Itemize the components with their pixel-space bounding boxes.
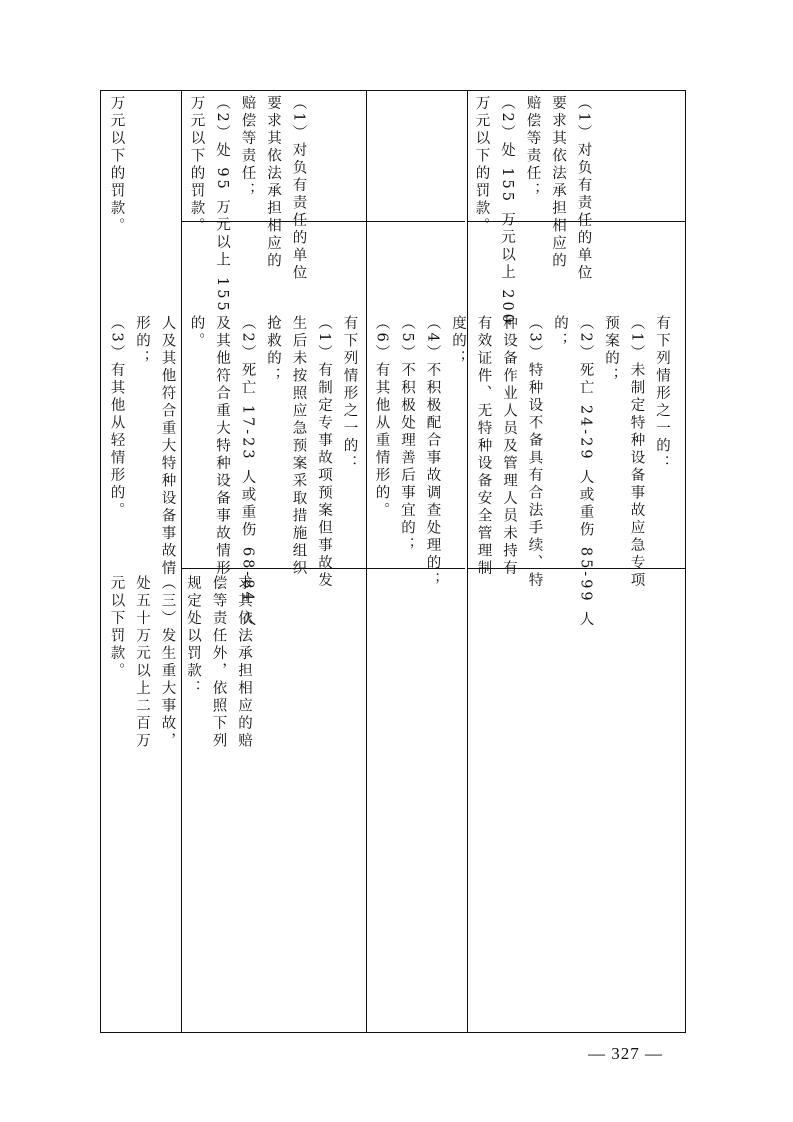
col-a-line: （三）发生重大事故， [159,575,176,750]
cell-2-result-line: 赔偿等责任； [239,95,256,200]
cell-1-text [103,315,180,578]
col-a-text [103,575,256,1045]
cell-2-result-line: （1）对负有责任的单位 [290,95,307,283]
cell-2-line: 的。 [188,315,205,350]
cell-3-line: （3）特种设不备具有合法手续、特 [526,315,543,590]
col-a-line: 规定处以罚款： [185,575,201,698]
cell-2-text [183,315,362,629]
cell-1-line: 形的； [134,315,150,368]
cell-3-result-line: （1）对负有责任的单位 [575,95,592,283]
cell-2-line: 有下列情形之一的： [341,315,358,473]
cell-1-result-line: 万元以下的罚款。 [108,95,125,235]
cell-2-result-line: 万元以下的罚款。 [188,95,205,235]
cell-3-line: 有下列情形之一的： [654,315,670,473]
cell-2-line: 生后未按照应急预案采取措施组织 [290,315,307,578]
column-divider [366,91,367,1032]
cell-3-result-line: 要求其依法承担相应的 [550,95,566,270]
cell-1-line: （3）有其他从轻情形的。 [108,315,125,520]
cell-3-line: 的； [552,315,568,350]
cell-3-line: （6）有其他从重情形的。 [373,315,390,520]
cell-2-result [183,95,311,314]
col-a-line: 处五十万元以上二百万 [134,575,150,750]
cell-3-result-line: 赔偿等责任； [524,95,541,200]
cell-2-line: 抢救的； [265,315,281,385]
cell-3-text [368,315,674,629]
col-a-line: 元以下罚款。 [108,575,125,680]
cell-2-line: （1）有制定专事故项预案但事故发 [316,315,332,590]
cell-3-line: 种设备作业人员及管理人员未持有 [501,315,517,578]
cell-2-result-line: （2）处 95 万元以上 155 [214,95,230,314]
cell-3-result-line: 万元以下的罚款。 [473,95,490,235]
col-a-line: 偿等责任外，依照下列 [210,575,227,750]
cell-1-result [103,95,129,305]
cell-3-line: 度的； [450,315,466,368]
cell-2-result-line: 要求其依法承担相应的 [265,95,281,270]
cell-3-line: （2）死亡 24-29 人或重伤 85-99 人 [577,315,594,629]
cell-3-line: 有效证件、无特种设备安全管理制 [475,315,492,578]
col-a-line: 求其依法承担相应的赔 [236,575,252,750]
cell-3-line: （5）不积极处理善后事宜的； [399,315,415,555]
cell-2-line: 及其他符合重大特种设备事故情形 [214,315,230,578]
cell-3-line: （1）未制定特种设备事故应急专项 [628,315,645,590]
cell-3-line: 预案的； [603,315,619,385]
page-number: — 327 — [588,1044,663,1063]
cell-1-line: 人及其他符合重大特种设备事故情 [159,315,176,578]
cell-3-result [468,95,596,326]
cell-2-line: （2）死亡 17-23 人或重伤 68-84 人 [239,315,256,629]
cell-3-result-line: （2）处 155 万元以上 200 [499,95,515,326]
cell-3-line: （4）不积极配合事故调查处理的； [424,315,441,590]
